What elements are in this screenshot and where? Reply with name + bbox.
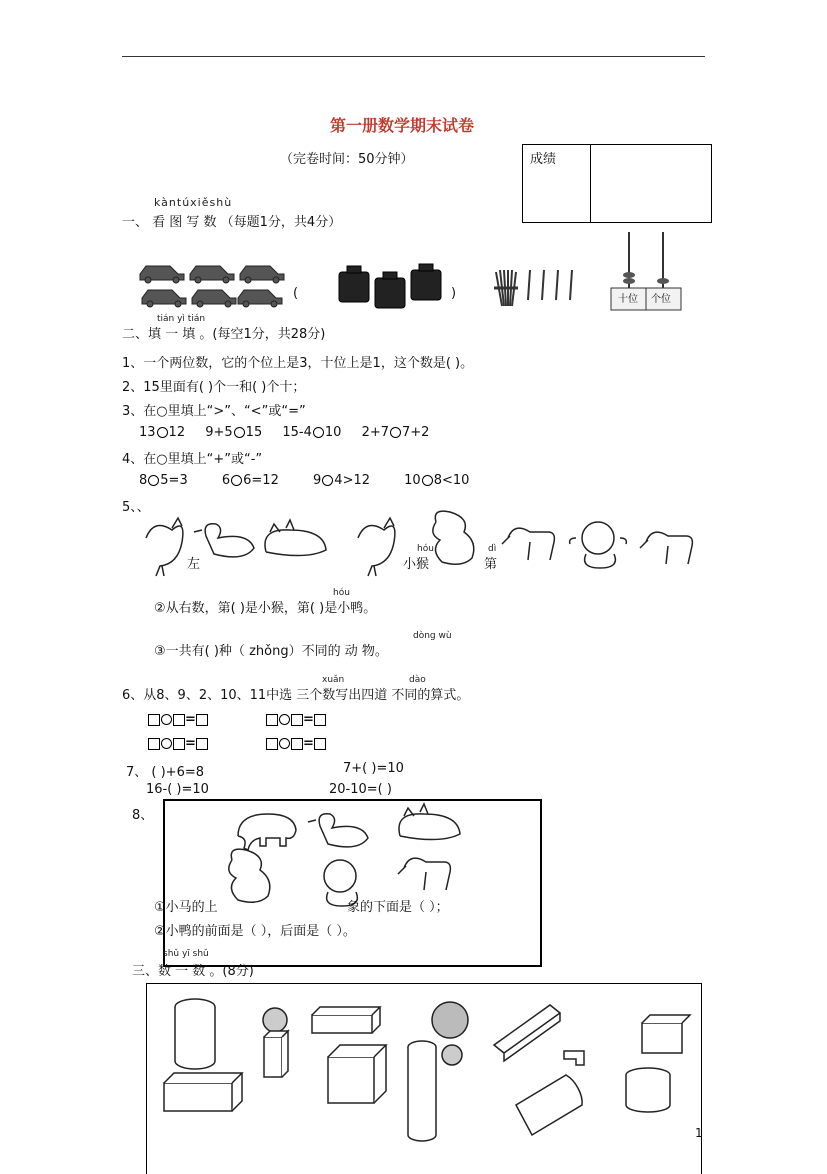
s2-pinyin: tián yì tián (157, 314, 206, 324)
question-7d: 20-10=( ) (329, 782, 392, 797)
s2-heading: 二、填 一 填 。(每空1分，共28分) (122, 327, 326, 342)
q5-pinyin-hou: hóu (417, 544, 434, 554)
s1-pinyin: kàntúxiěshù (154, 196, 233, 209)
answer-paren-open: ( (293, 286, 299, 301)
blank-circle[interactable] (390, 427, 401, 438)
equation-template: = (266, 712, 326, 727)
question-7a: 7、 ( )+6=8 (126, 765, 205, 780)
q5-3-pinyin: dòng wù (413, 631, 452, 641)
equation-template: = (266, 736, 326, 751)
question-3: 3、在○里填上“>”、“<”或“=” (122, 404, 306, 419)
s1-heading: 一、 看 图 写 数 （每题1分，共4分） (122, 215, 342, 230)
equation-template: = (148, 736, 208, 751)
q6-pinyin-xuan: xuǎn (322, 675, 345, 685)
solid-shapes-picture (160, 995, 690, 1165)
question-7b: 7+( )=10 (343, 761, 404, 776)
time-note: （完卷时间：50分钟） (280, 152, 414, 167)
blank-circle[interactable] (234, 427, 245, 438)
question-8-number: 8、 (132, 808, 154, 823)
question-7c: 16-( )=10 (146, 782, 209, 797)
question-6: 6、从8、9、2、10、11中选 三个数写出四道 不同的算式。 (122, 688, 470, 703)
question-5: 5、、 (122, 500, 150, 515)
abacus-ones-label: 个位 (651, 294, 671, 305)
question-8-1b: 象的下面是（ ）； (347, 900, 449, 915)
s3-pinyin: shǔ yī shǔ (163, 949, 209, 959)
page-number: 1 (695, 1126, 703, 1140)
question-8-2: ②小鸭的前面是（ ），后面是（ ）。 (154, 924, 356, 939)
header-rule (122, 56, 705, 57)
abacus-tens-label: 十位 (618, 294, 638, 305)
blank-circle[interactable] (322, 475, 333, 486)
blank-circle[interactable] (422, 475, 433, 486)
q5-fragment-monkey: 小猴 (403, 557, 430, 572)
q5-2-pinyin: hóu (333, 588, 350, 598)
q5-fragment-left: 左 (187, 557, 201, 572)
blank-circle[interactable] (157, 427, 168, 438)
score-box (522, 144, 712, 223)
blank-circle[interactable] (231, 475, 242, 486)
question-5-3: ③一共有( )种（ zhǒng）不同的 动 物。 (154, 644, 388, 659)
answer-paren-close: ) (451, 286, 457, 301)
question-4: 4、在○里填上“+”或“-” (122, 452, 263, 467)
cars-picture (138, 258, 288, 308)
score-label: 成绩 (530, 152, 557, 167)
score-divider (590, 145, 591, 222)
question-1: 1、一个两位数，它的个位上是3，十位上是1，这个数是( )。 (122, 356, 474, 371)
question-8-1a: ①小马的上 (154, 900, 218, 915)
sticks-picture (492, 266, 582, 310)
blank-circle[interactable] (313, 427, 324, 438)
s3-heading: 三、数 一 数 。(8分) (132, 964, 254, 979)
blank-circle[interactable] (148, 475, 159, 486)
q5-fragment-ordinal: 第 (484, 557, 498, 572)
question-3-items: 13 12 9+5 15 15-4 10 2+7 7+2 (139, 425, 430, 440)
q5-pinyin-di: dì (488, 544, 497, 554)
question-5-2: ②从右数，第( )是小猴，第( )是小鸭。 (154, 601, 377, 616)
page-title: 第一册数学期末试卷 (330, 116, 475, 135)
question-4-items: 8 5=3 6 6=12 9 4>12 10 8<10 (139, 473, 470, 488)
question-2: 2、15里面有( )个一和( )个十； (122, 380, 306, 395)
q6-pinyin-dao: dào (409, 675, 426, 685)
ink-bottles-picture (335, 266, 445, 308)
equation-template: = (148, 712, 208, 727)
